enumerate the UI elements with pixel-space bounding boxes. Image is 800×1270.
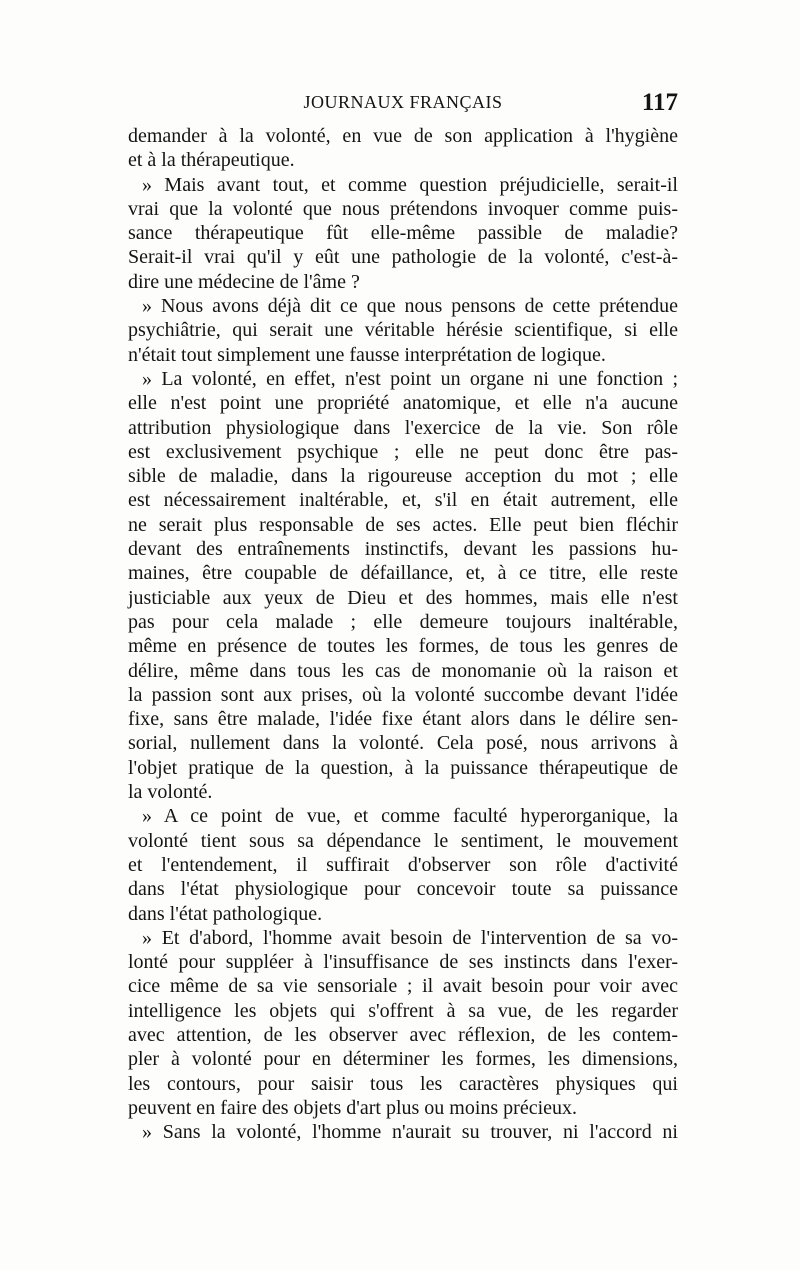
text-line: sorial, nullement dans la volonté. Cela posé, nous arrivons à	[128, 732, 678, 755]
text-line: cice même de sa vie sensoriale ; il avait besoin pour voir avec	[128, 975, 678, 998]
text-line: avec attention, de les observer avec réflexion, de les contem-	[128, 1023, 678, 1046]
text-line: vrai que la volonté que nous prétendons invoquer comme puis-	[128, 197, 678, 220]
text-line: psychiâtrie, qui serait une véritable hérésie scientifique, si elle	[128, 319, 678, 342]
text-line: et à la thérapeutique.	[128, 149, 295, 172]
text-line: les contours, pour saisir tous les caractères physiques qui	[128, 1072, 678, 1095]
text-line: » Sans la volonté, l'homme n'aurait su trouver, ni l'accord ni	[142, 1121, 678, 1144]
text-line: demander à la volonté, en vue de son application à l'hygiène	[128, 125, 678, 147]
text-line: lonté pour suppléer à l'insuffisance de ses instincts dans l'exer-	[128, 951, 678, 974]
text-line: sible de maladie, dans la rigoureuse acception du mot ; elle	[128, 465, 678, 488]
text-line: même en présence de toutes les formes, de tous les genres de	[128, 635, 678, 658]
text-line: volonté tient sous sa dépendance le sentiment, le mouvement	[128, 829, 678, 852]
text-line: dans l'état pathologique.	[128, 902, 323, 925]
text-line: et l'entendement, il suffirait d'observer son rôle d'activité	[128, 853, 678, 876]
text-line: justiciable aux yeux de Dieu et des hommes, mais elle n'est	[128, 586, 678, 609]
text-line: Serait-il vrai qu'il y eût une pathologie de la volonté, c'est-à-	[128, 246, 678, 269]
running-head	[128, 89, 678, 118]
text-line: » Nous avons déjà dit ce que nous pensons de cette prétendue	[142, 295, 678, 318]
text-line: » Et d'abord, l'homme avait besoin de l'intervention de sa vo-	[142, 926, 678, 949]
text-line: la passion sont aux prises, où la volonté succombe devant l'idée	[128, 683, 678, 706]
text-line: délire, même dans tous les cas de monomanie où la raison et	[128, 659, 678, 682]
text-line: dire une médecine de l'âme ?	[128, 270, 360, 293]
text-line: » La volonté, en effet, n'est point un organe ni une fonction ;	[142, 367, 678, 390]
text-line: ne serait plus responsable de ses actes. Elle peut bien fléchir	[128, 513, 678, 536]
text-line: fixe, sans être malade, l'idée fixe étant alors dans le délire sen-	[128, 708, 678, 731]
text-line: l'objet pratique de la question, à la puissance thérapeutique de	[128, 756, 678, 779]
text-line: pler à volonté pour en déterminer les formes, les dimensions,	[128, 1048, 678, 1071]
text-line: est exclusivement psychique ; elle ne peut donc être pas-	[128, 440, 678, 463]
text-line: » Mais avant tout, et comme question préjudicielle, serait-il	[142, 173, 678, 196]
text-line: n'était tout simplement une fausse interprétation de logique.	[128, 343, 606, 366]
running-title: JOURNAUX FRANÇAIS	[303, 92, 503, 112]
text-line: » A ce point de vue, et comme faculté hyperorganique, la	[142, 805, 678, 828]
text-line: devant des entraînements instinctifs, devant les passions hu-	[128, 538, 678, 561]
text-line: dans l'état physiologique pour concevoir toute sa puissance	[128, 878, 678, 901]
text-line: la volonté.	[128, 781, 213, 804]
text-line: sance thérapeutique fût elle-même passible de maladie?	[128, 222, 678, 245]
text-line: peuvent en faire des objets d'art plus ou moins précieux.	[128, 1096, 578, 1119]
text-line: attribution physiologique dans l'exercice de la vie. Son rôle	[128, 416, 678, 439]
text-line: pas pour cela malade ; elle demeure toujours inaltérable,	[128, 610, 678, 633]
text-line: elle n'est point une propriété anatomique, et elle n'a aucune	[128, 392, 678, 415]
page-number: 117	[641, 89, 678, 116]
text-line: maines, être coupable de défaillance, et, à ce titre, elle reste	[128, 562, 678, 585]
text-line: est nécessairement inaltérable, et, s'il en était autrement, elle	[128, 489, 678, 512]
body-text	[128, 124, 678, 1144]
text-line: intelligence les objets qui s'offrent à sa vue, de les regarder	[128, 999, 678, 1022]
